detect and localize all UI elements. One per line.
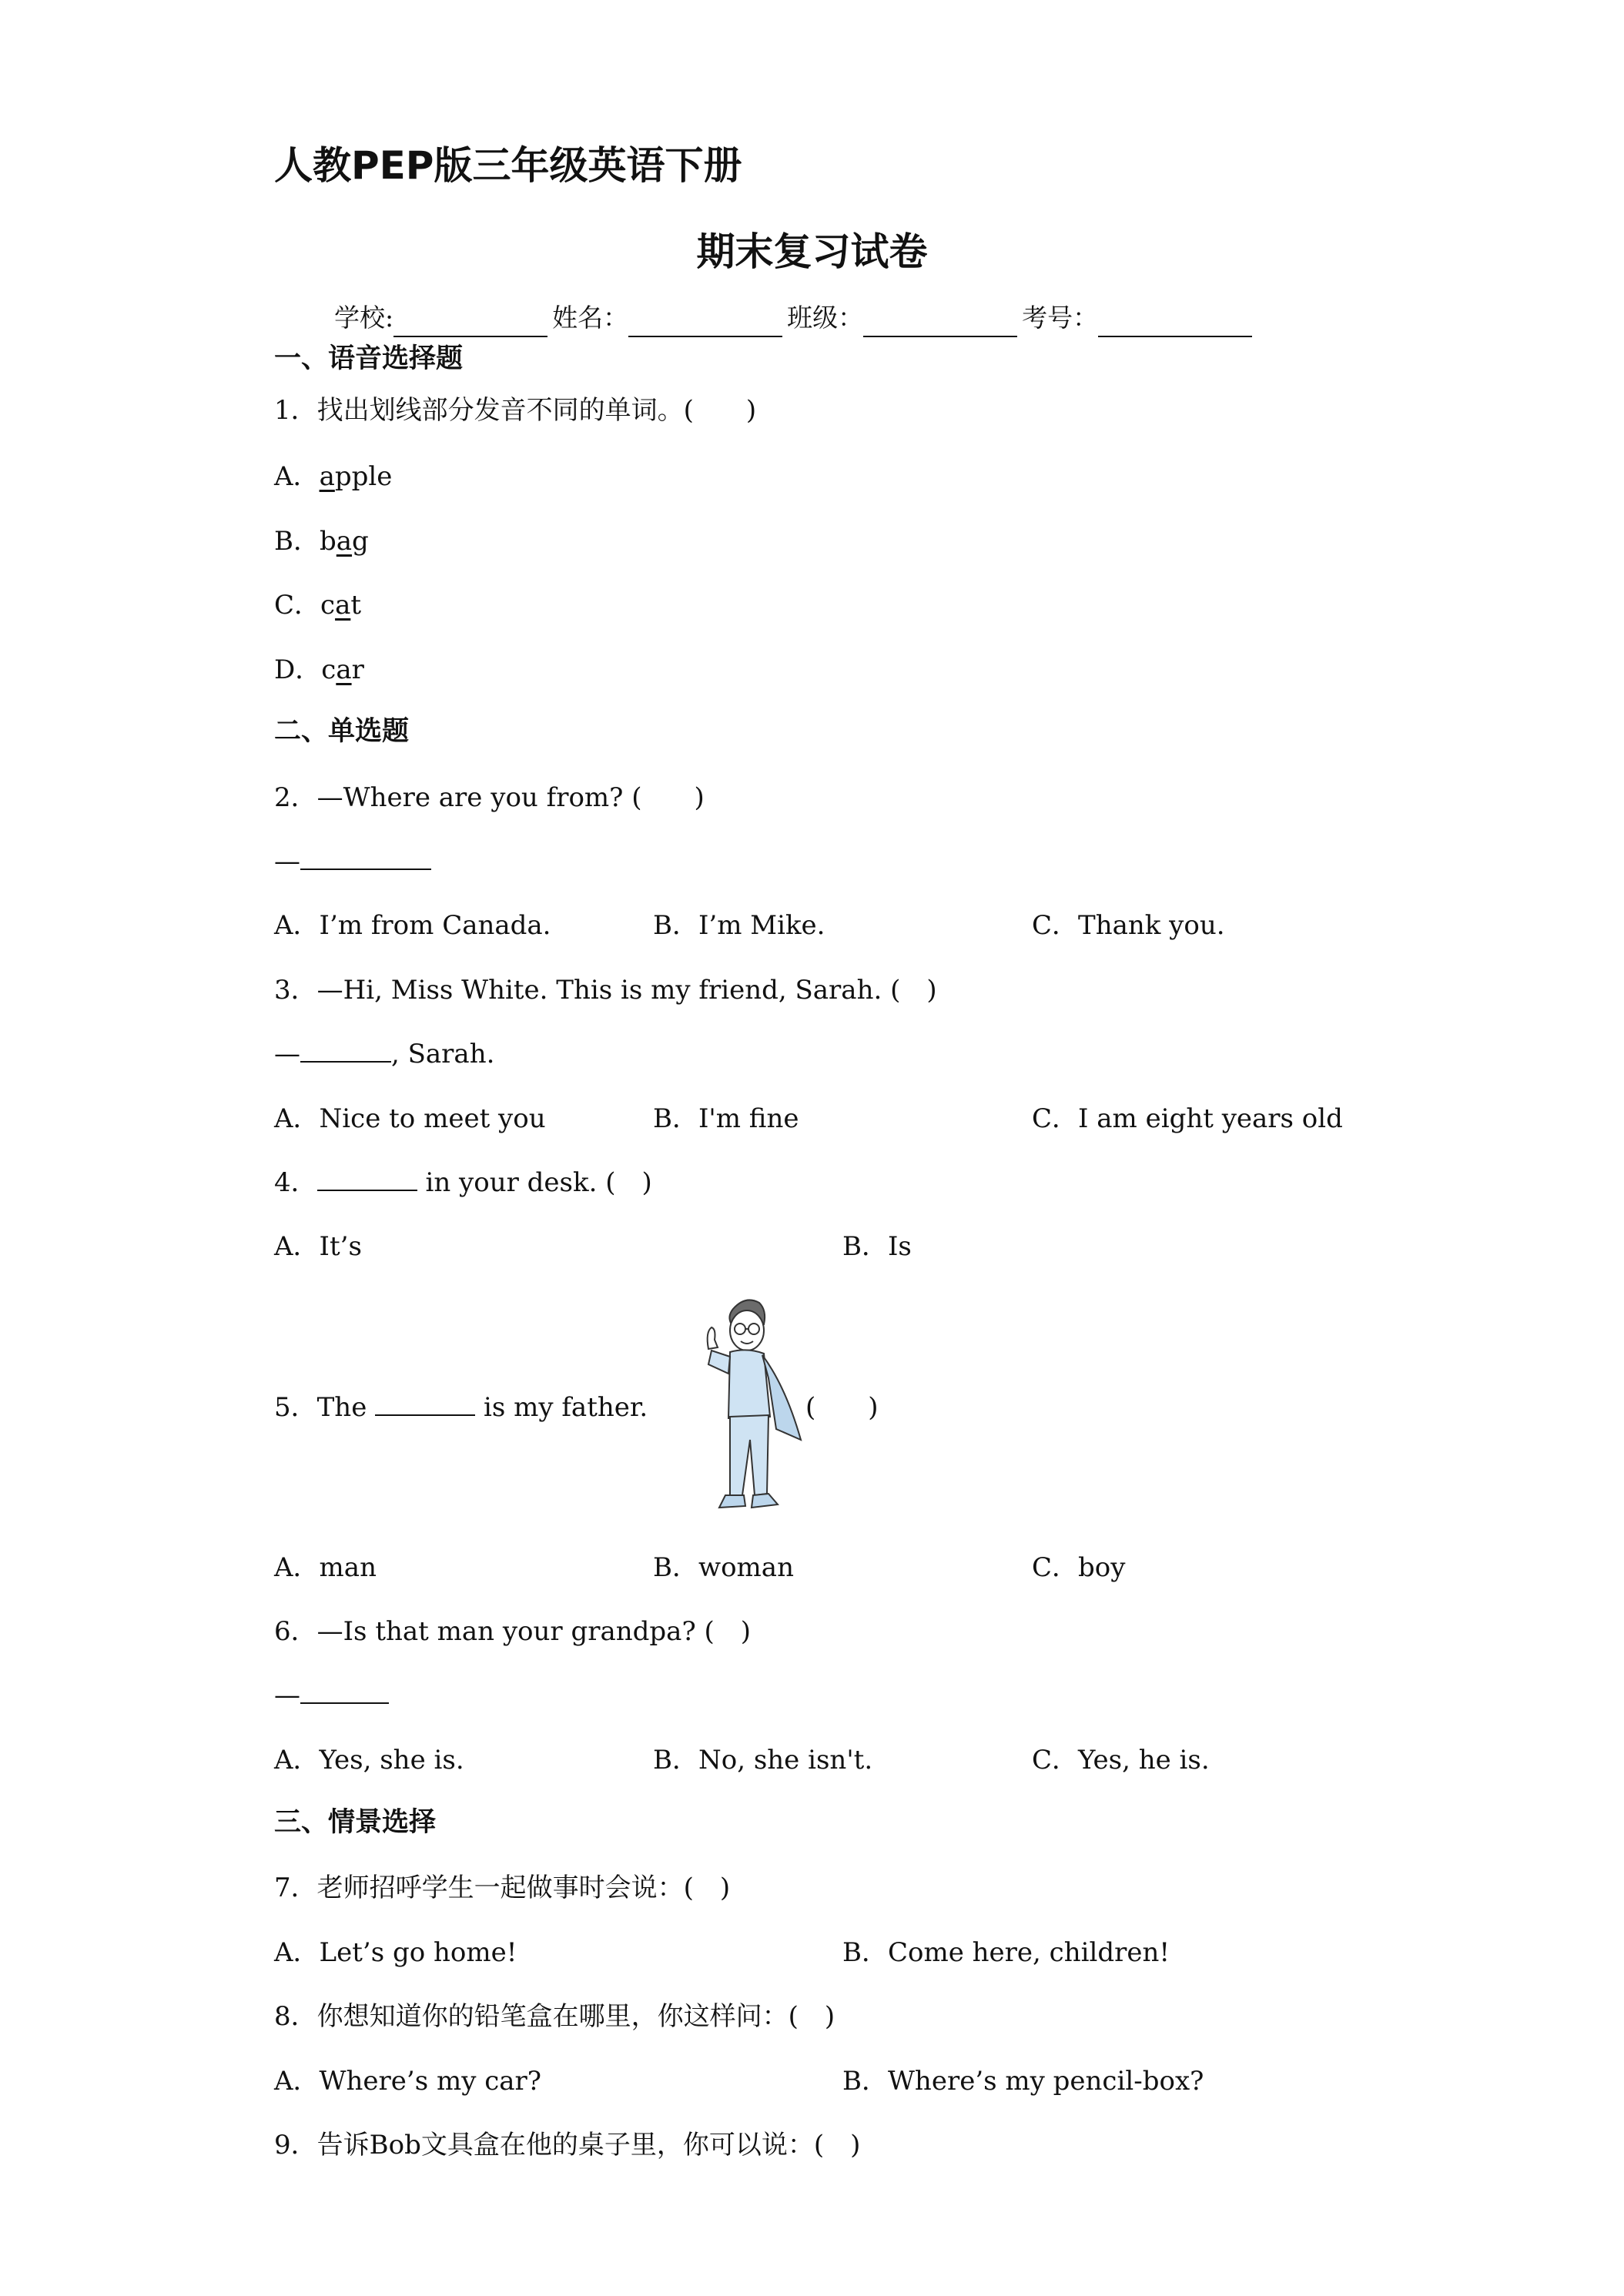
answer-blank[interactable] (300, 1038, 391, 1063)
name-label: 姓名： (552, 303, 629, 333)
answer-blank[interactable] (300, 1679, 389, 1704)
word-part: g (352, 526, 369, 557)
question-3-option-b[interactable]: B．I'm fine (653, 1103, 799, 1134)
question-2-answer-line (274, 842, 431, 881)
word-part: pple (334, 461, 393, 492)
number-blank[interactable] (1098, 310, 1252, 337)
student-info-line (334, 299, 1257, 337)
option-label: C． (274, 590, 321, 621)
answer-tail: , Sarah. (391, 1039, 495, 1069)
question-7-option-b[interactable]: B．Come here, children! (842, 1937, 1170, 1968)
question-6-answer-line (274, 1676, 389, 1715)
question-1-stem: 1．找出划线部分发音不同的单词。( ) (274, 395, 757, 426)
school-label: 学校: (334, 303, 394, 333)
question-2-option-b[interactable]: B．I’m Mike. (653, 910, 825, 941)
dash: — (274, 846, 300, 877)
name-blank[interactable] (628, 310, 782, 337)
answer-blank[interactable] (375, 1391, 475, 1416)
question-3-answer-line (274, 1035, 494, 1073)
question-5-option-b[interactable]: B．woman (653, 1552, 794, 1583)
section-heading-single-choice: 二、单选题 (274, 716, 410, 747)
question-3-option-a[interactable]: A．Nice to meet you (274, 1103, 546, 1134)
father-illustration (678, 1294, 816, 1517)
question-6-option-a[interactable]: A．Yes, she is. (274, 1745, 464, 1776)
option-label: D． (274, 654, 322, 685)
question-2-stem: 2．—Where are you from? ( ) (274, 782, 705, 813)
underlined-letter: a (319, 461, 335, 492)
number-label: 考号： (1022, 303, 1099, 333)
answer-blank[interactable] (317, 1166, 417, 1191)
question-1-option-b[interactable] (274, 522, 369, 561)
underlined-letter: a (335, 590, 351, 621)
option-label: A． (274, 461, 320, 492)
question-3-stem: 3．—Hi, Miss White. This is my friend, Sarah. ( ) (274, 975, 937, 1006)
stem-number: 4． (274, 1167, 317, 1198)
section-heading-situation: 三、情景选择 (274, 1807, 437, 1838)
stem-text: is my father. (475, 1392, 648, 1423)
question-4-option-a[interactable]: A．It’s (274, 1231, 362, 1262)
section-heading-phonics: 一、语音选择题 (274, 343, 464, 374)
class-blank[interactable] (863, 310, 1017, 337)
question-4-option-b[interactable]: B．Is (842, 1231, 912, 1262)
question-3-option-c[interactable]: C．I am eight years old (1032, 1103, 1343, 1134)
stem-text: in your desk. ( ) (417, 1167, 652, 1198)
class-label: 班级： (787, 303, 864, 333)
question-6-option-c[interactable]: C．Yes, he is. (1032, 1745, 1210, 1776)
question-4-stem (274, 1163, 652, 1202)
question-8-stem: 8．你想知道你的铅笔盒在哪里，你这样问：( ) (274, 2001, 835, 2032)
question-8-option-b[interactable]: B．Where’s my pencil-box? (842, 2066, 1204, 2097)
underlined-letter: a (336, 526, 353, 557)
underlined-letter: a (336, 654, 352, 685)
dash: — (274, 1039, 300, 1069)
option-label: B． (274, 526, 320, 557)
question-5-stem (274, 1388, 648, 1427)
question-7-option-a[interactable]: A．Let’s go home! (274, 1937, 517, 1968)
document-title: 人教PEP版三年级英语下册 (274, 143, 742, 188)
question-1-option-c[interactable] (274, 586, 361, 624)
question-2-option-a[interactable]: A．I’m from Canada. (274, 910, 551, 941)
question-6-option-b[interactable]: B．No, she isn't. (653, 1745, 873, 1776)
question-5-option-c[interactable]: C．boy (1032, 1552, 1126, 1583)
stem-text: 5．The (274, 1392, 376, 1423)
word-part: c (320, 590, 336, 621)
school-blank[interactable] (393, 310, 547, 337)
dash: — (274, 1680, 300, 1711)
word-part: b (320, 526, 337, 557)
question-7-stem: 7．老师招呼学生一起做事时会说：( ) (274, 1873, 731, 1903)
word-part: t (350, 590, 362, 621)
question-1-option-d[interactable] (274, 651, 364, 689)
answer-blank[interactable] (300, 845, 431, 870)
question-1-option-a[interactable] (274, 457, 392, 496)
word-part: c (321, 654, 337, 685)
document-subtitle: 期末复习试卷 (696, 229, 928, 274)
question-6-stem: 6．—Is that man your grandpa? ( ) (274, 1616, 752, 1647)
word-part: r (351, 654, 364, 685)
question-2-option-c[interactable]: C．Thank you. (1032, 910, 1225, 941)
question-5-option-a[interactable]: A．man (274, 1552, 377, 1583)
question-8-option-a[interactable]: A．Where’s my car? (274, 2066, 542, 2097)
question-9-stem: 9．告诉Bob文具盒在他的桌子里，你可以说：( ) (274, 2130, 861, 2160)
question-5-paren: ( ) (805, 1392, 879, 1423)
